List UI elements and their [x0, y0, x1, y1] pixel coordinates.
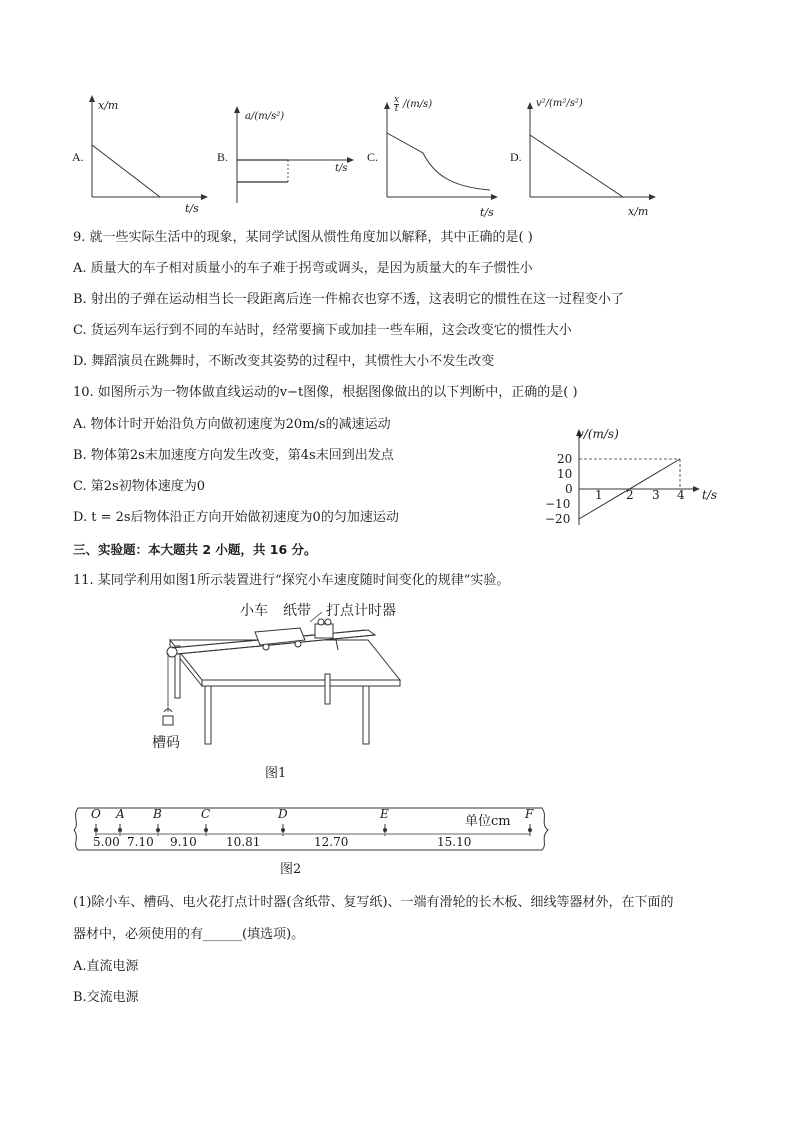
q11-stem: 11. 某同学利用如图1所示装置进行“探究小车速度随时间变化的规律”实验。 — [73, 573, 510, 588]
y-axis-unit: /(m/s) — [403, 99, 433, 110]
distance-label: 12.70 — [314, 835, 349, 849]
graph-d-plot — [508, 95, 663, 220]
y-tick-label: −20 — [545, 512, 571, 526]
unit-label: 单位cm — [465, 814, 511, 829]
point-label: E — [380, 807, 389, 821]
option-label: B. — [217, 150, 229, 164]
section-heading: 三、实验题：本大题共 2 小题，共 16 分。 — [73, 542, 317, 557]
y-axis-label: v²/(m²/s²) — [536, 98, 583, 109]
distance-label: 7.10 — [127, 835, 154, 849]
option-label: D. — [510, 150, 522, 164]
distance-label: 5.00 — [93, 835, 120, 849]
figure-1-caption: 图1 — [265, 766, 287, 781]
q11-figure-2 — [70, 802, 550, 882]
option-label: C. — [367, 150, 379, 164]
q10-vt-graph — [535, 425, 725, 530]
point-label: F — [525, 807, 534, 821]
x-tick-label: 4 — [677, 488, 685, 502]
graph-option-a — [70, 95, 210, 220]
distance-label: 9.10 — [170, 835, 197, 849]
x-axis-label: x/m — [628, 205, 649, 218]
q9-option-b: B. 射出的子弹在运动相当长一段距离后连一件棉衣也穿不透，这表明它的惯性在这一过程变小了 — [73, 292, 624, 307]
y-axis-label-den: t — [394, 104, 399, 114]
q10-option-a: A. 物体计时开始沿负方向做初速度为20m/s的减速运动 — [73, 417, 391, 432]
y-axis-label: a/(m/s²) — [245, 111, 285, 122]
x-tick-label: 2 — [626, 488, 634, 502]
q10-option-d: D. t = 2s后物体沿正方向开始做初速度为0的匀加速运动 — [73, 510, 399, 525]
label-weight: 槽码 — [152, 735, 180, 751]
q9-stem: 9. 就一些实际生活中的现象，某同学试图从惯性角度加以解释，其中正确的是( ) — [73, 230, 533, 245]
x-axis-label: t/s — [702, 488, 718, 502]
q10-option-c: C. 第2s初物体速度为0 — [73, 479, 205, 494]
q9-option-d: D. 舞蹈演员在跳舞时，不断改变其姿势的过程中，其惯性大小不发生改变 — [73, 354, 495, 369]
point-label: O — [91, 807, 101, 821]
graph-option-d — [508, 95, 663, 220]
label-cart: 小车 — [240, 603, 268, 619]
y-tick-label: 0 — [565, 482, 573, 496]
point-label: B — [153, 807, 162, 821]
distance-label: 15.10 — [437, 835, 472, 849]
q11-choice-b: B.交流电源 — [73, 990, 139, 1005]
x-tick-label: 1 — [595, 488, 603, 502]
y-axis-label-num: x — [394, 95, 400, 105]
label-timer: 打点计时器 — [326, 603, 396, 619]
graph-option-c — [365, 95, 505, 220]
q11-part1-line1: (1)除小车、槽码、电火花打点计时器(含纸带、复写纸)、一端有滑轮的长木板、细线等器材外，在下面的 — [73, 895, 674, 910]
apparatus-drawing — [150, 600, 410, 760]
q10-stem: 10. 如图所示为一物体做直线运动的v−t图像，根据图像做出的以下判断中，正确的是( ) — [73, 385, 578, 400]
y-axis-label: v/(m/s) — [577, 427, 619, 441]
distance-label: 10.81 — [226, 835, 261, 849]
point-label: A — [116, 807, 125, 821]
graph-option-b — [215, 105, 360, 205]
y-axis-label: x/m — [98, 99, 119, 112]
y-tick-label: 10 — [557, 467, 573, 481]
graph-c-plot — [365, 95, 505, 220]
q9-option-c: C. 货运列车运行到不同的车站时，经常要摘下或加挂一些车厢，这会改变它的惯性大小 — [73, 323, 572, 338]
y-axis-label — [394, 96, 399, 113]
q10-option-b: B. 物体第2s末加速度方向发生改变，第4s末回到出发点 — [73, 448, 394, 463]
q9-option-a: A. 质量大的车子相对质量小的车子难于拐弯或调头，是因为质量大的车子惯性小 — [73, 261, 533, 276]
point-label: C — [201, 807, 211, 821]
option-label: A. — [72, 150, 84, 164]
point-label: D — [278, 807, 288, 821]
label-paper-tape: 纸带 — [283, 603, 311, 619]
graph-b-plot — [215, 105, 360, 205]
q11-figure-1 — [150, 600, 410, 790]
y-tick-label: −10 — [545, 497, 571, 511]
q11-choice-a: A.直流电源 — [73, 959, 139, 974]
x-axis-label: t/s — [185, 202, 199, 215]
x-tick-label: 3 — [652, 488, 660, 502]
x-axis-label: t/s — [335, 163, 348, 174]
y-tick-label: 20 — [557, 452, 573, 466]
figure-2-caption: 图2 — [280, 862, 302, 877]
q11-part1-line2: 器材中，必须使用的有______(填选项)。 — [73, 927, 305, 942]
x-axis-label: t/s — [480, 206, 494, 219]
